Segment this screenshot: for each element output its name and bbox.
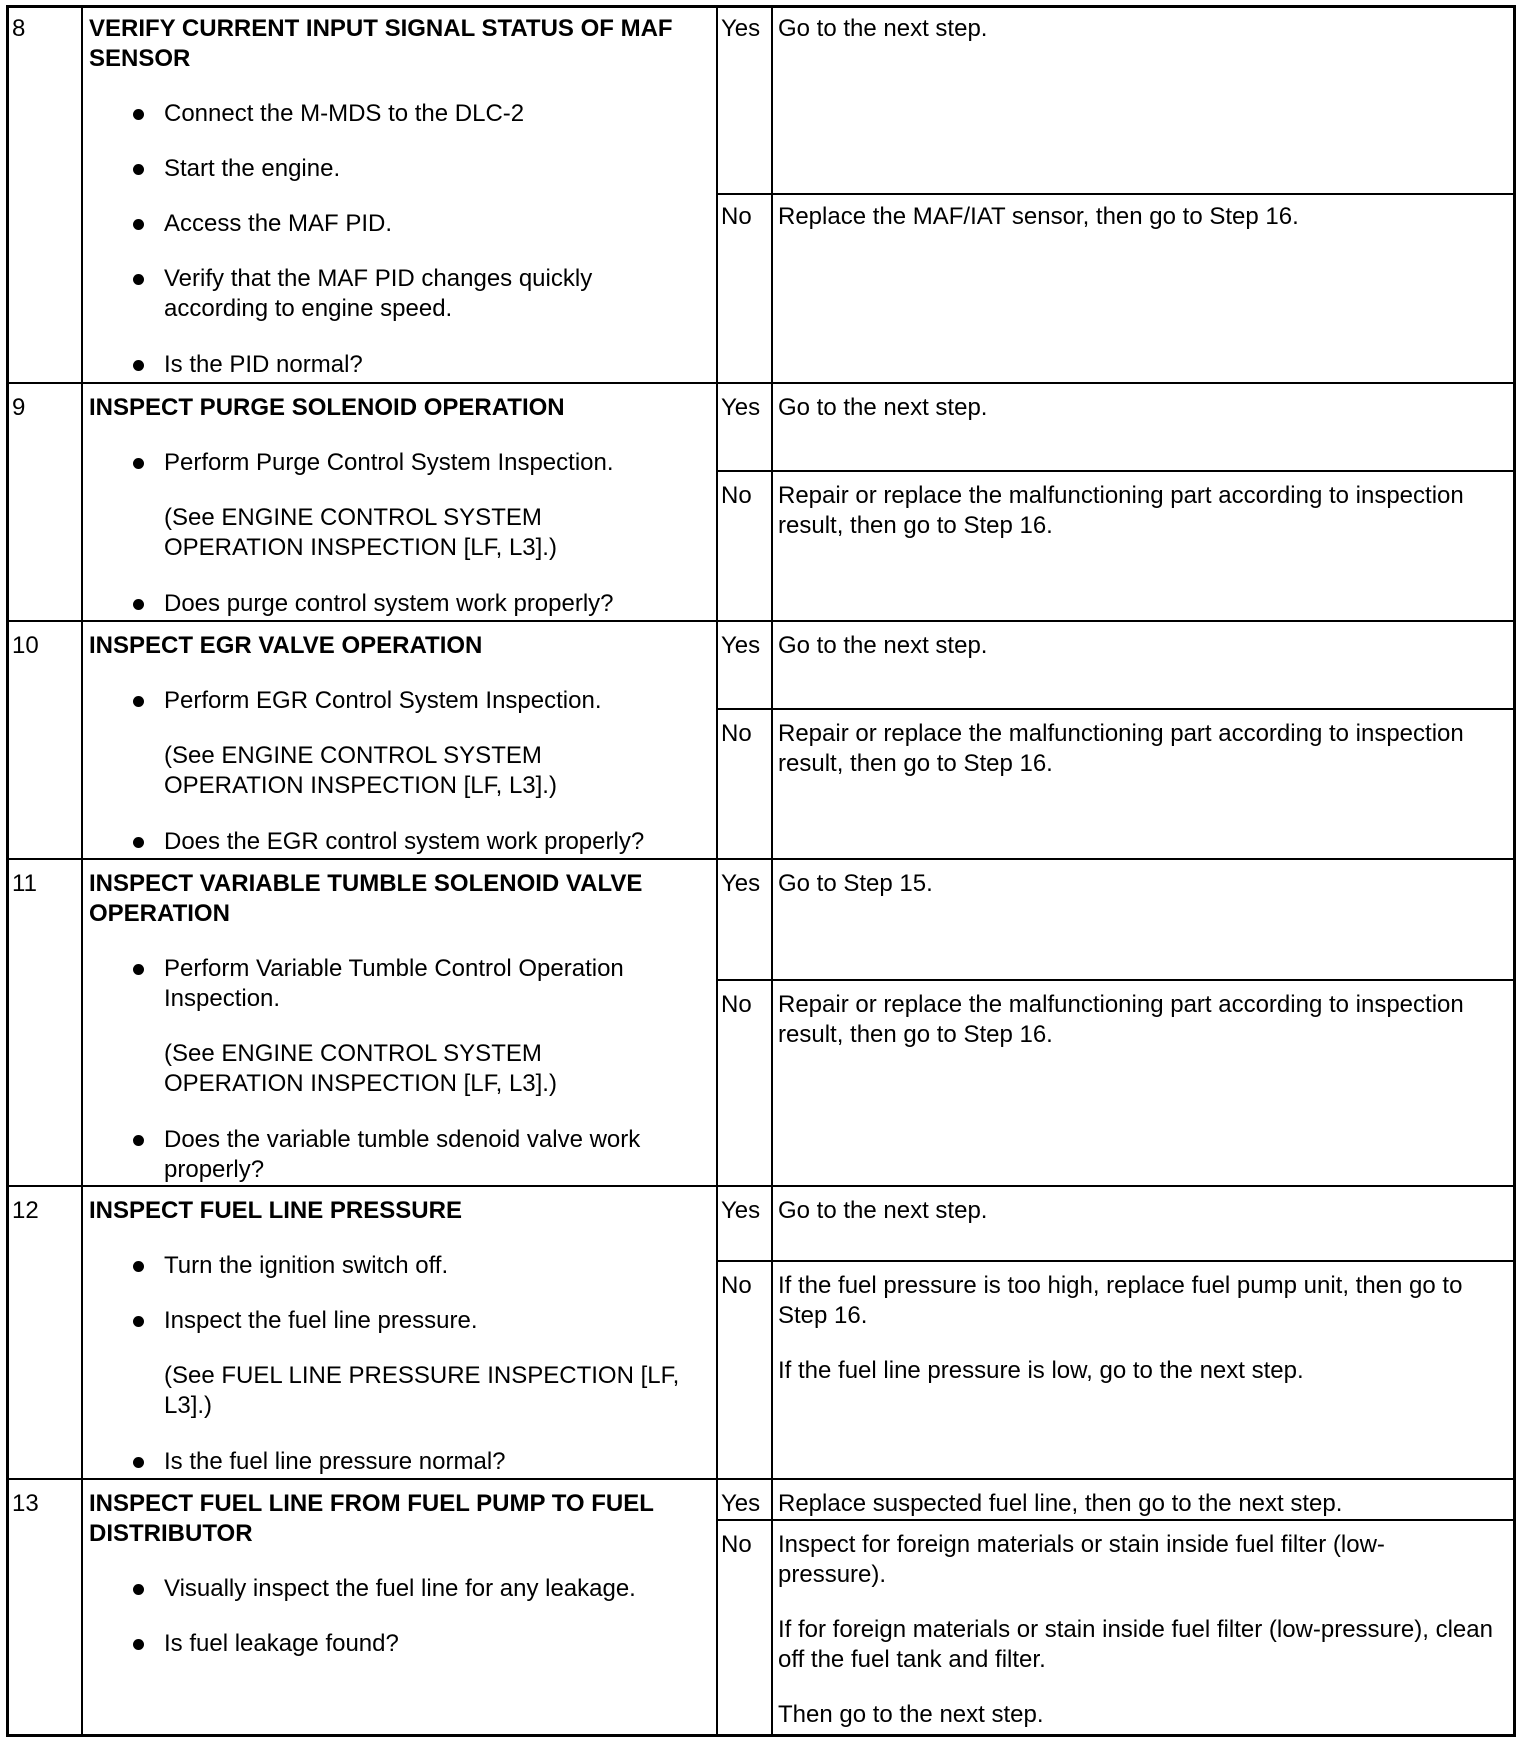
no-action: Repair or replace the malfunctioning part according to inspection result, then go to Step 16.	[778, 482, 1464, 539]
row-divider	[6, 382, 1514, 384]
no-action: If the fuel pressure is too high, replace fuel pump unit, then go to Step 16.	[778, 1272, 1463, 1329]
yes-no-divider	[716, 193, 1514, 195]
yes-label: Yes	[721, 1197, 761, 1224]
no-action: Replace the MAF/IAT sensor, then go to Step 16.	[778, 203, 1299, 230]
step-title: VERIFY CURRENT INPUT SIGNAL STATUS OF MAF SENSOR	[89, 15, 673, 72]
step-number: 11	[12, 870, 37, 897]
step-instruction: Turn the ignition switch off.	[164, 1252, 449, 1279]
bullet-icon	[133, 458, 144, 469]
row-divider	[6, 1185, 1514, 1187]
no-action-followup: If for foreign materials or stain inside fuel filter (low-pressure), clean off the fuel tank and filter.	[778, 1616, 1493, 1673]
step-number: 10	[12, 632, 39, 659]
step-title: INSPECT VARIABLE TUMBLE SOLENOID VALVE OPERATION	[89, 870, 643, 927]
yes-action: Replace suspected fuel line, then go to the next step.	[778, 1490, 1343, 1517]
no-label: No	[721, 1531, 752, 1558]
no-label: No	[721, 720, 752, 747]
step-number: 8	[12, 15, 26, 42]
no-action-final: Then go to the next step.	[778, 1701, 1044, 1728]
reference-note: (See FUEL LINE PRESSURE INSPECTION [LF, L3].)	[164, 1362, 680, 1419]
yes-no-divider	[716, 979, 1514, 981]
yes-no-divider	[716, 708, 1514, 710]
bullet-icon	[133, 1135, 144, 1146]
row-divider	[6, 620, 1514, 622]
yes-action: Go to the next step.	[778, 632, 988, 659]
row-divider	[6, 1478, 1514, 1480]
yes-label: Yes	[721, 15, 761, 42]
step-number: 12	[12, 1197, 39, 1224]
bullet-icon	[133, 274, 144, 285]
yes-action: Go to the next step.	[778, 15, 988, 42]
step-question: Does purge control system work properly?	[164, 590, 614, 617]
no-action: Repair or replace the malfunctioning part according to inspection result, then go to Step 16.	[778, 720, 1464, 777]
step-instruction: Access the MAF PID.	[164, 210, 393, 237]
step-instruction: Start the engine.	[164, 155, 341, 182]
column-divider-step	[81, 5, 83, 1735]
bullet-icon	[133, 599, 144, 610]
bullet-icon	[133, 1457, 144, 1468]
no-action: Repair or replace the malfunctioning part according to inspection result, then go to Step 16.	[778, 991, 1464, 1048]
yes-label: Yes	[721, 870, 761, 897]
step-question: Does the variable tumble sdenoid valve work properly?	[164, 1126, 641, 1183]
bullet-icon	[133, 964, 144, 975]
step-title: INSPECT EGR VALVE OPERATION	[89, 632, 483, 659]
step-instruction: Visually inspect the fuel line for any leakage.	[164, 1575, 636, 1602]
bullet-icon	[133, 696, 144, 707]
troubleshooting-table	[6, 5, 1514, 1735]
bullet-icon	[133, 164, 144, 175]
step-question: Does the EGR control system work properly?	[164, 828, 645, 855]
no-action-followup: If the fuel line pressure is low, go to the next step.	[778, 1357, 1304, 1384]
no-label: No	[721, 991, 752, 1018]
column-divider-result	[771, 5, 773, 1735]
reference-note: (See ENGINE CONTROL SYSTEM OPERATION INSPECTION [LF, L3].)	[164, 742, 557, 799]
yes-no-divider	[716, 1260, 1514, 1262]
bullet-icon	[133, 219, 144, 230]
yes-action: Go to Step 15.	[778, 870, 933, 897]
step-number: 9	[12, 394, 26, 421]
step-instruction: Connect the M-MDS to the DLC-2	[164, 100, 525, 127]
column-divider-action	[716, 5, 718, 1735]
step-question: Is the fuel line pressure normal?	[164, 1448, 506, 1475]
step-instruction: Inspect the fuel line pressure.	[164, 1307, 478, 1334]
reference-note: (See ENGINE CONTROL SYSTEM OPERATION INSPECTION [LF, L3].)	[164, 1040, 557, 1097]
bullet-icon	[133, 837, 144, 848]
bullet-icon	[133, 1261, 144, 1272]
yes-action: Go to the next step.	[778, 1197, 988, 1224]
row-divider	[6, 858, 1514, 860]
no-action: Inspect for foreign materials or stain inside fuel filter (low-pressure).	[778, 1531, 1385, 1588]
step-title: INSPECT PURGE SOLENOID OPERATION	[89, 394, 565, 421]
yes-no-divider	[716, 1519, 1514, 1521]
step-question: Is the PID normal?	[164, 351, 363, 378]
bullet-icon	[133, 109, 144, 120]
yes-no-divider	[716, 470, 1514, 472]
no-label: No	[721, 1272, 752, 1299]
step-instruction: Perform Purge Control System Inspection.	[164, 449, 614, 476]
no-label: No	[721, 203, 752, 230]
step-instruction: Perform EGR Control System Inspection.	[164, 687, 602, 714]
bullet-icon	[133, 1584, 144, 1595]
yes-action: Go to the next step.	[778, 394, 988, 421]
step-number: 13	[12, 1490, 39, 1517]
step-title: INSPECT FUEL LINE PRESSURE	[89, 1197, 462, 1224]
yes-label: Yes	[721, 1490, 761, 1517]
step-instruction: Verify that the MAF PID changes quickly according to engine speed.	[164, 265, 593, 322]
yes-label: Yes	[721, 394, 761, 421]
bullet-icon	[133, 1639, 144, 1650]
step-instruction: Perform Variable Tumble Control Operation Inspection.	[164, 955, 624, 1012]
reference-note: (See ENGINE CONTROL SYSTEM OPERATION INSPECTION [LF, L3].)	[164, 504, 557, 561]
step-question: Is fuel leakage found?	[164, 1630, 399, 1657]
bullet-icon	[133, 360, 144, 371]
step-title: INSPECT FUEL LINE FROM FUEL PUMP TO FUEL DISTRIBUTOR	[89, 1490, 654, 1547]
yes-label: Yes	[721, 632, 761, 659]
no-label: No	[721, 482, 752, 509]
bullet-icon	[133, 1316, 144, 1327]
